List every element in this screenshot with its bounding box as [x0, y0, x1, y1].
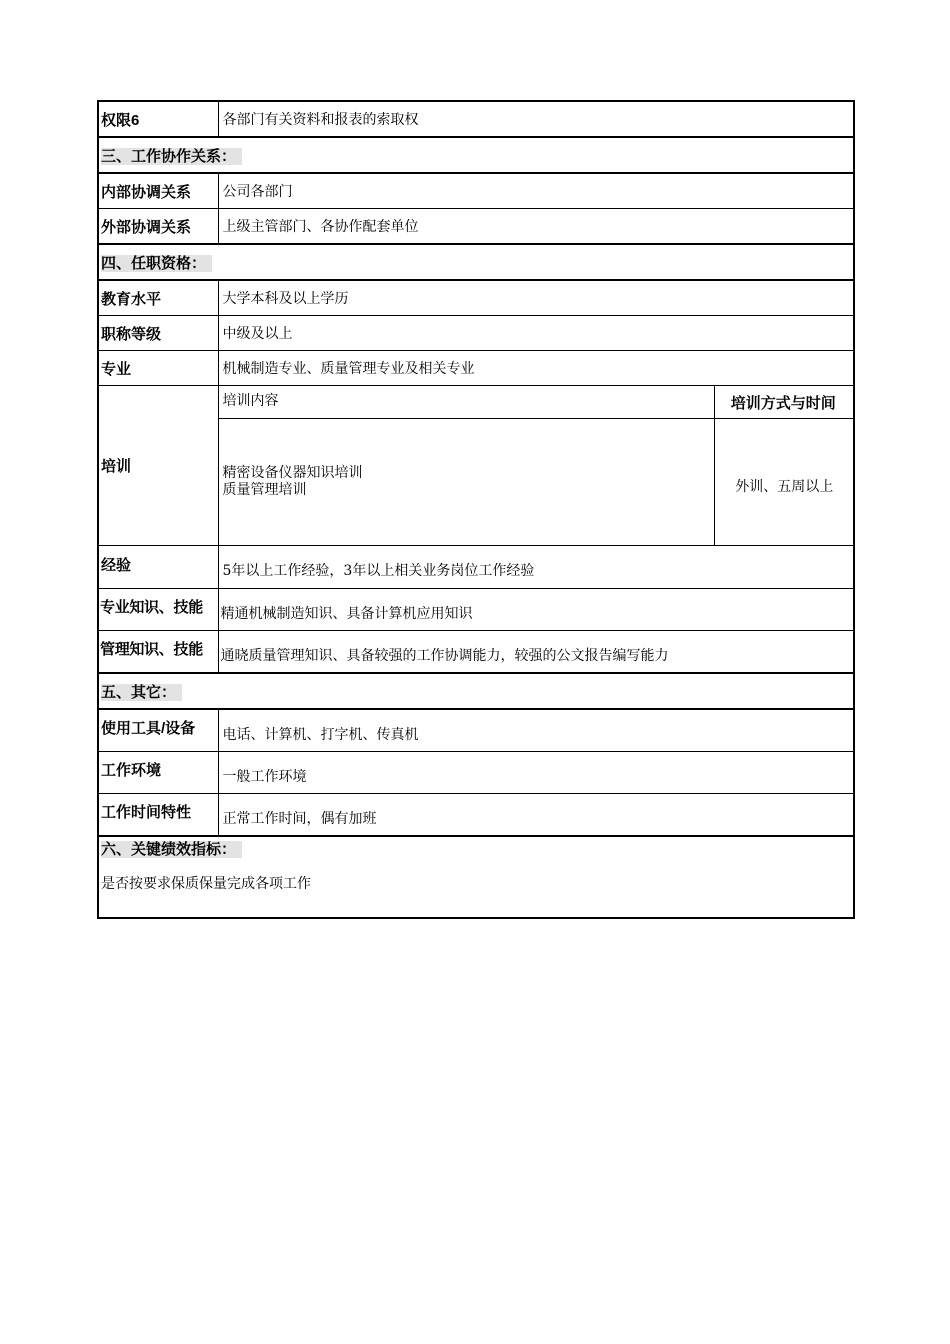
- kpi-value: 是否按要求保质保量完成各项工作: [101, 876, 311, 892]
- row-authority6: [98, 101, 854, 137]
- row-title-level: [98, 316, 854, 351]
- major-label: 专业: [98, 351, 218, 386]
- job-description-table: [97, 100, 855, 919]
- tools-label: 使用工具/设备: [98, 709, 218, 752]
- major-value: 机械制造专业、质量管理专业及相关专业: [218, 351, 854, 386]
- row-tools: [98, 709, 854, 752]
- work-time-value: 正常工作时间，偶有加班: [218, 794, 854, 837]
- authority6-label: 权限6: [98, 101, 218, 137]
- tools-value: 电话、计算机、打字机、传真机: [218, 709, 854, 752]
- section3-text: 三、工作协作关系：: [101, 148, 242, 165]
- education-label: 教育水平: [98, 280, 218, 316]
- work-time-label: 工作时间特性: [98, 794, 218, 837]
- row-education: [98, 280, 854, 316]
- section6-cell: [98, 836, 854, 918]
- row-section4: [98, 244, 854, 280]
- internal-value: 公司各部门: [218, 173, 854, 209]
- internal-label: 内部协调关系: [98, 173, 218, 209]
- management-value: 通晓质量管理知识、具备较强的工作协调能力，较强的公文报告编写能力: [218, 631, 854, 674]
- row-major: [98, 351, 854, 386]
- experience-value: 5年以上工作经验，3年以上相关业务岗位工作经验: [218, 546, 854, 589]
- section5-text: 五、其它：: [101, 684, 182, 701]
- skills-value: 精通机械制造知识、具备计算机应用知识: [218, 589, 854, 631]
- training-method-value: 外训、五周以上: [714, 419, 854, 546]
- training-item-2: 质量管理培训: [222, 482, 307, 498]
- section5-heading: [98, 673, 854, 709]
- management-label: 管理知识、技能: [98, 631, 218, 674]
- training-label: 培训: [98, 386, 218, 546]
- row-section5: [98, 673, 854, 709]
- row-experience: [98, 546, 854, 589]
- experience-label: 经验: [98, 546, 218, 589]
- education-value: 大学本科及以上学历: [218, 280, 854, 316]
- row-work-time: [98, 794, 854, 837]
- row-section3: [98, 137, 854, 173]
- section3-heading: [98, 137, 854, 173]
- row-training-header: [98, 386, 854, 419]
- external-value: 上级主管部门、各协作配套单位: [218, 209, 854, 245]
- row-environment: [98, 752, 854, 794]
- training-content-header: 培训内容: [218, 386, 714, 419]
- title-level-label: 职称等级: [98, 316, 218, 351]
- row-skills: [98, 589, 854, 631]
- row-internal: [98, 173, 854, 209]
- authority6-value: 各部门有关资料和报表的索取权: [218, 101, 854, 137]
- training-content-cell: [218, 419, 714, 546]
- section6-text: 六、关键绩效指标：: [101, 841, 242, 858]
- row-external: [98, 209, 854, 245]
- section4-heading: [98, 244, 854, 280]
- external-label: 外部协调关系: [98, 209, 218, 245]
- row-management: [98, 631, 854, 674]
- training-item-1: 精密设备仪器知识培训: [222, 465, 363, 481]
- row-section6: [98, 836, 854, 918]
- skills-label: 专业知识、技能: [98, 589, 218, 631]
- section4-text: 四、任职资格：: [101, 255, 212, 272]
- title-level-value: 中级及以上: [218, 316, 854, 351]
- training-method-header: 培训方式与时间: [714, 386, 854, 419]
- environment-label: 工作环境: [98, 752, 218, 794]
- environment-value: 一般工作环境: [218, 752, 854, 794]
